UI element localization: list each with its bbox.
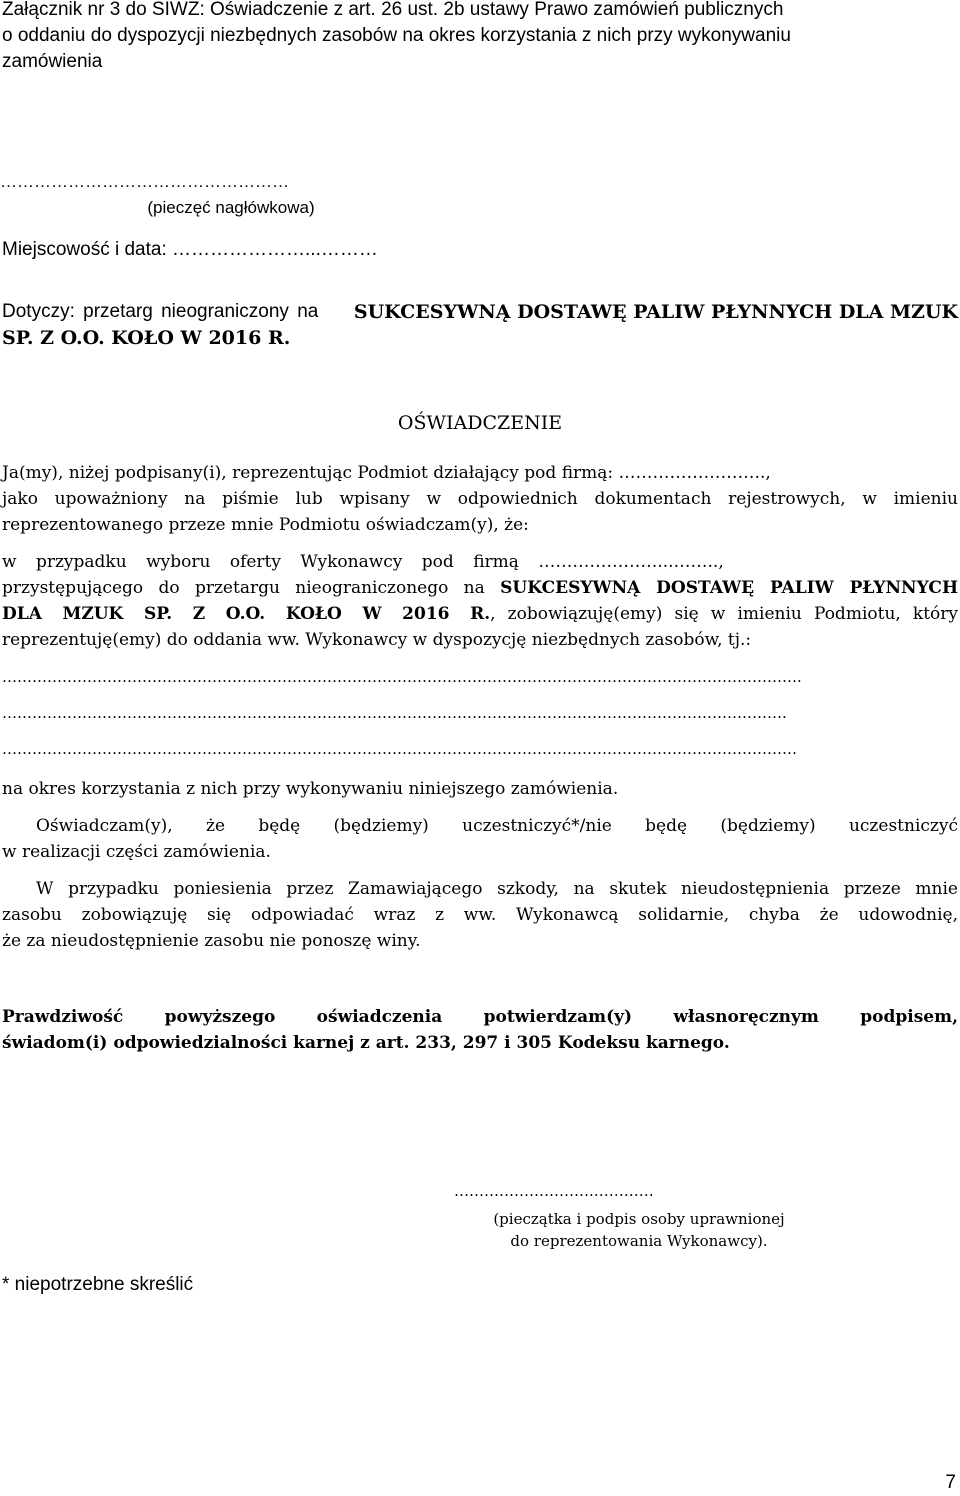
page-number: 7 (945, 1472, 956, 1493)
para2-line-2-bold: SUKCESYWNĄ DOSTAWĘ PALIW PŁYNNYCH (500, 578, 959, 598)
place-date-dots: …………………...……… (172, 239, 378, 260)
subject-block (2, 299, 958, 351)
signature-block (454, 1180, 894, 1252)
subject-bold-2: SP. Z O.O. KOŁO W 2016 R. (2, 327, 291, 349)
signature-dots: ……………………….………… (454, 1182, 654, 1200)
para6-line-2: świadom(i) odpowiedzialności karnej z art. 233, 297 i 305 Kodeksu karnego. (2, 1033, 730, 1053)
para2-line-1: w przypadku wyboru oferty Wykonawcy pod firmą …………………...…….., (2, 552, 724, 572)
para1-line-2: jako upoważniony na piśmie lub wpisany w odpowiednich dokumentach rejestrowych, w imieniu (2, 489, 958, 509)
subject-prefix: Dotyczy: przetarg nieograniczony na (2, 301, 319, 322)
header-line-2: o oddaniu do dyspozycji niezbędnych zasobów na okres korzystania z nich przy wykonywaniu (2, 25, 791, 46)
dotted-line-3: …………………………………………………………………………………………………………………………………………… (2, 740, 797, 758)
dotted-line-1: ……………………………………………………………………………………………………………………………………………. (2, 668, 802, 686)
para2-line-4: reprezentuję(emy) do oddania ww. Wykonawcy w dyspozycję niezbędnych zasobów, tj.: (2, 630, 752, 650)
document-header (2, 0, 958, 75)
para4-line-1: Oświadczam(y), że będę (będziemy) uczestniczyć*/nie będę (będziemy) uczestniczyć (36, 816, 958, 836)
stamp-block (0, 169, 460, 221)
signature-label-2: do reprezentowania Wykonawcy). (510, 1232, 768, 1250)
para4-line-2: w realizacji części zamówienia. (2, 842, 271, 862)
para2-line-3-suffix: , zobowiązuję(emy) się w imieniu Podmiotu, który (490, 604, 958, 624)
dotted-line-2: …………………………………………………………………………………………………………………………………………. (2, 704, 787, 722)
document-title: OŚWIADCZENIE (397, 412, 563, 434)
footnote: * niepotrzebne skreślić (2, 1274, 194, 1295)
header-line-3: zamówienia (2, 51, 103, 72)
para5-line-3: że za nieudostępnienie zasobu nie ponoszę winy. (2, 931, 421, 951)
signature-label-1: (pieczątka i podpis osoby uprawnionej (493, 1210, 785, 1228)
para2-line-3-bold: DLA MZUK SP. Z O.O. KOŁO W 2016 R. (2, 604, 491, 624)
para5-line-2: zasobu zobowiązuję się odpowiadać wraz z ww. Wykonawcą solidarnie, chyba że udowodnię, (2, 905, 958, 925)
stamp-dots: …………………………………………… (0, 172, 289, 191)
para2-line-2-prefix: przystępującego do przetargu nieograniczonego na (2, 578, 485, 598)
para1-line-1: Ja(my), niżej podpisany(i), reprezentując Podmiot działający pod firmą: …………………….., (2, 463, 771, 483)
para6-line-1: Prawdziwość powyższego oświadczenia potwierdzam(y) własnoręcznym podpisem, (2, 1007, 958, 1027)
subject-bold-1: SUKCESYWNĄ DOSTAWĘ PALIW PŁYNNYCH DLA MZUK (353, 301, 958, 323)
declaration-paragraph-6 (2, 1004, 958, 1056)
declaration-paragraph-4 (2, 813, 958, 865)
place-date-label: Miejscowość i data: (2, 239, 167, 260)
resources-dotted-lines (2, 668, 958, 759)
declaration-paragraph-2 (2, 549, 958, 653)
declaration-paragraph-1 (2, 460, 958, 538)
place-date-line (2, 237, 958, 263)
declaration-paragraph-5 (2, 876, 958, 954)
para5-line-1: W przypadku poniesienia przez Zamawiającego szkody, na skutek nieudostępnienia przeze mnie (36, 879, 958, 899)
stamp-label: (pieczęć nagłówkowa) (147, 198, 315, 217)
para1-line-3: reprezentowanego przeze mnie Podmiotu oświadczam(y), że: (2, 515, 529, 535)
declaration-paragraph-3: na okres korzystania z nich przy wykonywaniu niniejszego zamówienia. (2, 779, 619, 799)
header-line-1: Załącznik nr 3 do SIWZ: Oświadczenie z art. 26 ust. 2b ustawy Prawo zamówień publicznych (2, 0, 784, 20)
